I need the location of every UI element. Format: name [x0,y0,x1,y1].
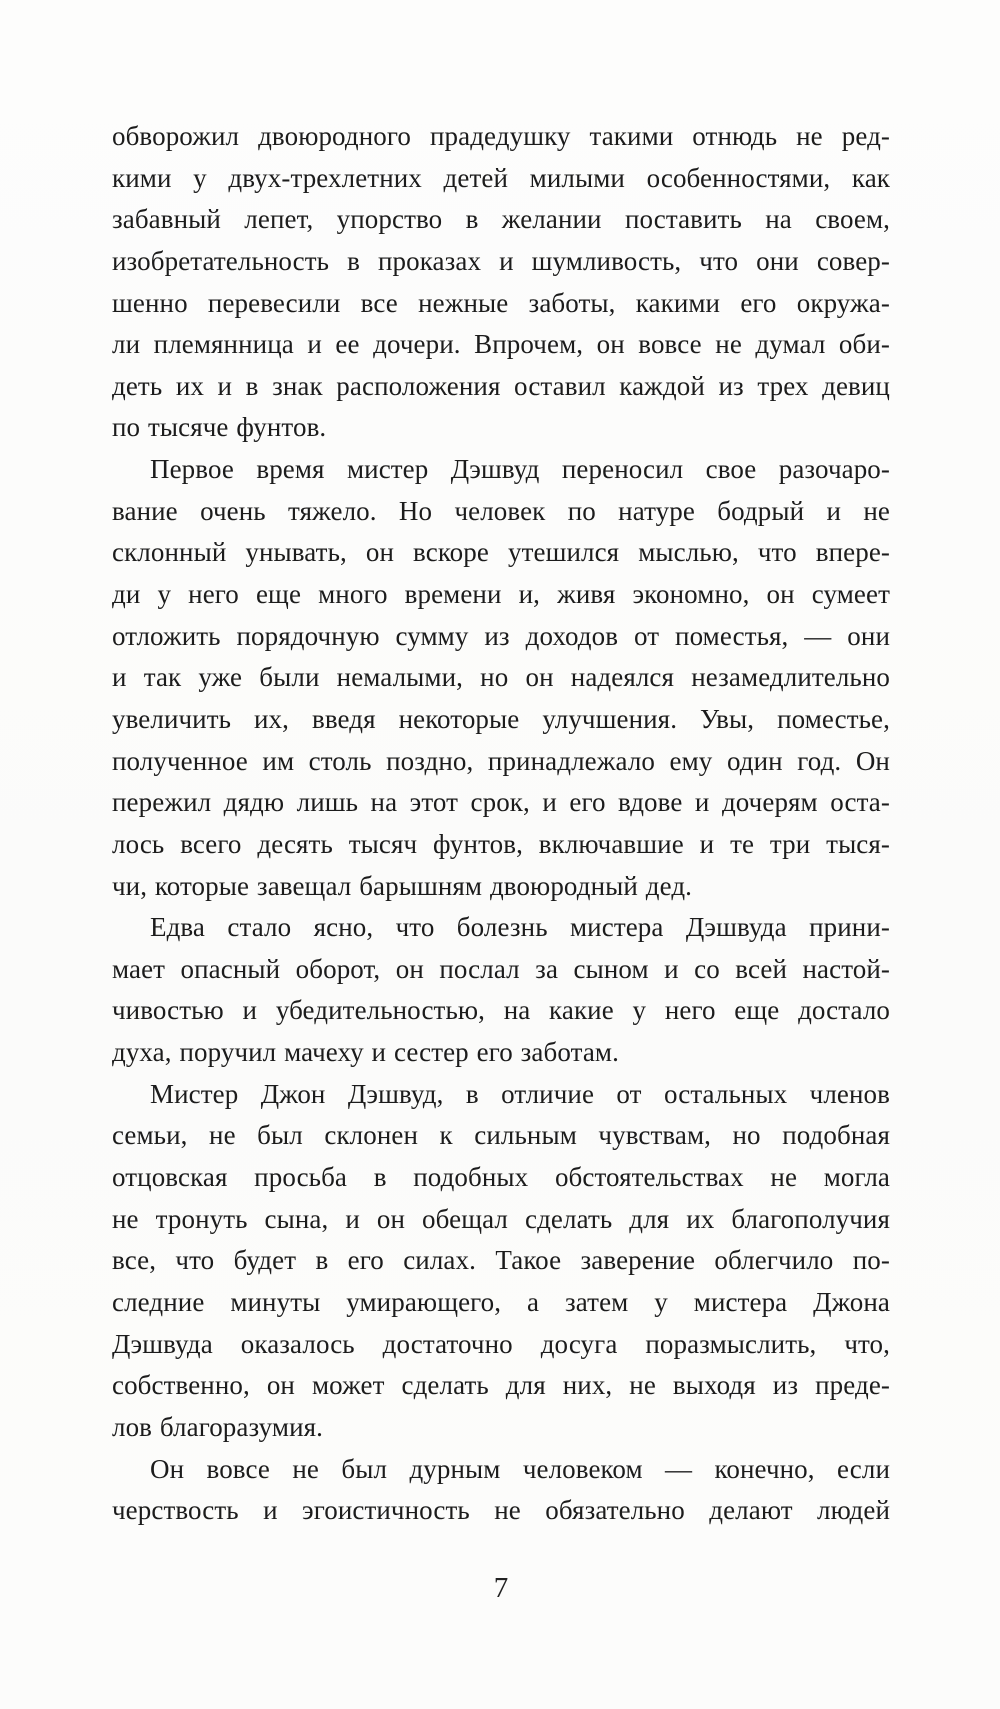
page-number: 7 [493,1572,509,1604]
page-text-block [112,116,890,1532]
text-line: следние минуты умирающего, а затем у мистера Джона [112,1286,890,1317]
text-line: отложить порядочную сумму из доходов от поместья, — они [112,620,890,651]
text-line: забавный лепет, упорство в желании поставить на своем, [112,204,890,235]
text-line: ли племянница и ее дочери. Впрочем, он вовсе не думал оби- [112,329,890,360]
text-line: ди у него еще много времени и, живя экономно, он сумеет [112,579,890,610]
text-line: Мистер Джон Дэшвуд, в отличие от остальных членов [150,1078,890,1109]
paragraph [112,116,890,449]
text-line: лов благоразумия. [112,1411,324,1442]
text-line: увеличить их, введя некоторые улучшения. Увы, поместье, [112,703,890,734]
text-line: чивостью и убедительностью, на какие у него еще достало [112,995,890,1026]
text-line: обворожил двоюродного прадедушку такими отнюдь не ред- [112,121,890,151]
paragraph [112,449,890,907]
text-line: Едва стало ясно, что болезнь мистера Дэшвуда прини- [150,912,890,943]
text-line: лось всего десять тысяч фунтов, включавшие и те три тыся- [112,828,890,859]
text-line: чи, которые завещал барышням двоюродный дед. [112,870,693,901]
text-line: и так уже были немалыми, но он надеялся незамедлительно [112,662,890,693]
text-line: по тысяче фунтов. [112,412,327,443]
text-line: семьи, не был склонен к сильным чувствам, но подобная [112,1120,890,1151]
text-line: полученное им столь поздно, принадлежало ему один год. Он [112,745,890,776]
text-line: вание очень тяжело. Но человек по натуре бодрый и не [112,495,890,526]
paragraph [112,1074,890,1449]
text-line: пережил дядю лишь на этот срок, и его вдове и дочерям оста- [112,787,890,818]
paragraph [112,907,890,1074]
text-line: мает опасный оборот, он послал за сыном и со всей настой- [112,953,890,984]
text-line: Он вовсе не был дурным человеком — конечно, если [150,1453,890,1484]
text-line: духа, поручил мачеху и сестер его заботам. [112,1037,619,1068]
text-line: склонный унывать, он вскоре утешился мыслью, что впере- [112,537,890,568]
text-line: черствость и эгоистичность не обязательно делают людей [112,1495,890,1526]
paragraph [112,1449,890,1532]
text-line: не тронуть сына, и он обещал сделать для их благополучия [112,1203,890,1234]
text-line: кими у двух-трехлетних детей милыми особенностями, как [112,162,890,193]
text-line: Дэшвуда оказалось достаточно досуга поразмыслить, что, [112,1328,890,1359]
text-line: деть их и в знак расположения оставил каждой из трех девиц [112,370,890,401]
text-line: все, что будет в его силах. Такое заверение облегчило по- [112,1245,890,1276]
text-line: отцовская просьба в подобных обстоятельствах не могла [112,1162,890,1193]
text-line: собственно, он может сделать для них, не выходя из преде- [112,1370,890,1401]
text-line: изобретательность в проказах и шумливость, что они совер- [112,245,890,276]
text-line: Первое время мистер Дэшвуд переносил свое разочаро- [150,454,890,485]
text-line: шенно перевесили все нежные заботы, какими его окружа- [112,287,890,318]
